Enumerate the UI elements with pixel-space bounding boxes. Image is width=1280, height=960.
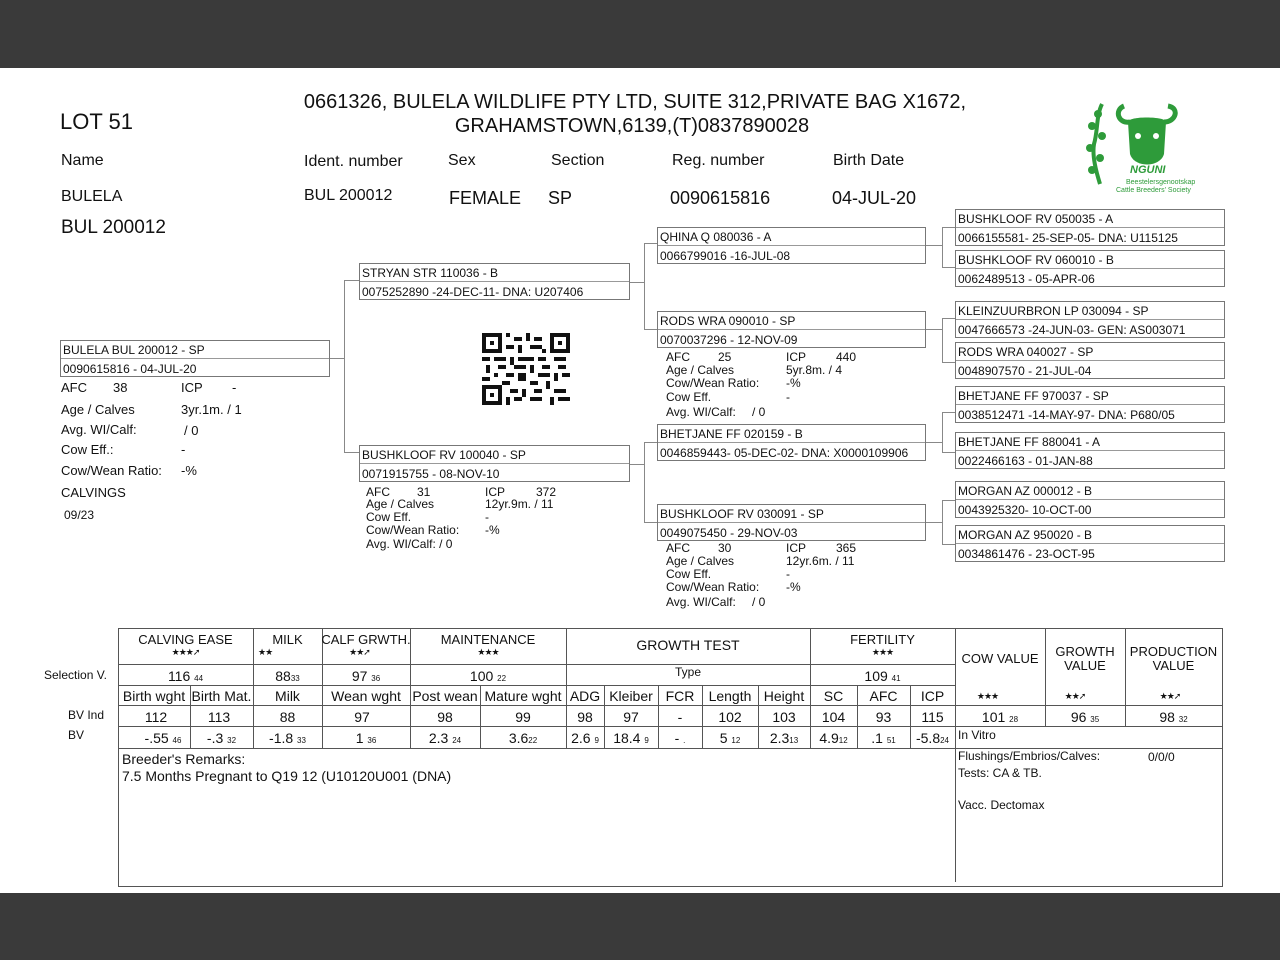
vacc-text: Vacc. Dectomax (958, 798, 1045, 812)
gp4-afc-label: AFC (666, 541, 690, 555)
subject-wean: -% (181, 463, 197, 478)
great-grandparent-reg: 0022466163 - 01-JAN-88 (958, 454, 1093, 468)
col-header: AFC (869, 688, 898, 704)
dam-icp: 372 (536, 485, 557, 499)
connector (644, 522, 658, 523)
subject-cow: - (181, 442, 186, 457)
maintenance-stars: ★★★ (477, 647, 499, 657)
grandparent-id: BUSHKLOOF RV 030091 - SP (660, 507, 824, 521)
bv-ind-value: 98 (437, 709, 453, 725)
flushings-value: 0/0/0 (1148, 750, 1175, 764)
animal-birth: 04-JUL-20 (832, 188, 917, 208)
subject-wi: / 0 (184, 423, 199, 438)
bv-ind-value: 104 (821, 709, 846, 725)
dam-age: 12yr.9m. / 11 (485, 497, 554, 511)
great-grandparent-id: BUSHKLOOF RV 050035 - A (958, 212, 1114, 226)
great-grandparent-box (955, 342, 1225, 379)
gp4-cow-label: Cow Eff. (666, 567, 712, 581)
milk-stars: ★★ (258, 647, 273, 657)
great-grandparent-id: MORGAN AZ 950020 - B (958, 528, 1093, 542)
bv-ind-value: 113 (207, 709, 231, 725)
great-grandparent-id: BHETJANE FF 880041 - A (958, 435, 1101, 449)
connector (926, 442, 942, 443)
bv-value: 3.622 (508, 730, 538, 746)
bv-value: 18.4 9 (613, 730, 649, 746)
subject-wi-label: Avg. WI/Calf: (61, 422, 137, 437)
great-grandparent-id: KLEINZUURBRON LP 030094 - SP (958, 304, 1149, 318)
connector (644, 442, 658, 443)
grandparent-box (657, 227, 926, 264)
label-section: Section (551, 152, 605, 169)
gp4-wean: -% (786, 580, 801, 594)
dam-cow-label: Cow Eff. (366, 510, 412, 524)
col-header: Post wean (412, 688, 478, 704)
production-value-header-2: VALUE (1152, 658, 1195, 673)
bv-value: -1.8 33 (269, 730, 306, 746)
col-header: Milk (275, 688, 300, 704)
growth-value-stars: ★★➚ (1064, 691, 1086, 701)
bv-ind-value: - (677, 709, 683, 725)
sel-fert: 109 41 (864, 668, 901, 684)
gp4-icp: 365 (836, 541, 857, 555)
flushings-label: Flushings/Embrios/Calves: (958, 749, 1101, 763)
fertility-stars: ★★★ (871, 647, 894, 657)
great-grandparent-box (955, 209, 1225, 246)
dam-afc-label: AFC (366, 485, 390, 499)
growth-value-header-1: GROWTH (1055, 644, 1115, 659)
maintenance-header: MAINTENANCE (440, 632, 536, 647)
bv-ind-value: 102 (718, 709, 742, 725)
gp2-wi: / 0 (752, 405, 766, 419)
grandparent-id: BHETJANE FF 020159 - B (660, 427, 803, 441)
great-grandparent-box (955, 386, 1225, 423)
gp2-wean-label: Cow/Wean Ratio: (666, 376, 760, 390)
great-grandparent-reg: 0062489513 - 05-APR-06 (958, 272, 1095, 286)
animal-name-2: BUL 200012 (61, 217, 166, 238)
connector (942, 318, 956, 319)
row-label-selection: Selection V. (44, 668, 107, 682)
subject-cow-label: Cow Eff.: (61, 442, 114, 457)
great-grandparent-box (955, 525, 1225, 562)
bv-value: 2.6 9 (571, 730, 599, 746)
calving-ease-header: CALVING EASE (138, 632, 233, 647)
cow-value-stars: ★★★ (976, 691, 999, 701)
dam-icp-label: ICP (485, 485, 506, 499)
col-header: Wean wght (331, 688, 401, 704)
bv-ind-value: 115 (921, 709, 944, 725)
connector (942, 452, 956, 453)
bv-value: 2.313 (769, 730, 799, 746)
pedigree-sheet (0, 68, 1280, 893)
sel-maint: 100 22 (469, 668, 507, 684)
grandparent-id: QHINA Q 080036 - A (660, 230, 772, 244)
logo-title: NGUNI (1130, 164, 1166, 176)
connector (344, 280, 360, 281)
great-grandparent-box (955, 301, 1225, 338)
bv-ind-value: 112 (144, 709, 168, 725)
animal-name: BULELA (61, 188, 123, 205)
great-grandparent-box (955, 432, 1225, 469)
growth-test-header: GROWTH TEST (636, 637, 740, 653)
connector (644, 442, 645, 522)
calvings-value: 09/23 (64, 508, 95, 522)
subject-box (60, 340, 330, 377)
calving-ease-stars: ★★★➚ (171, 647, 200, 657)
animal-sex: FEMALE (449, 188, 522, 208)
bv-value: .1 51 (871, 730, 896, 746)
connector (942, 362, 956, 363)
col-header: ICP (920, 688, 945, 704)
gp4-age: 12yr.6m. / 11 (786, 554, 855, 568)
sel-calf: 97 36 (351, 668, 381, 684)
sel-calving: 116 44 (167, 668, 204, 684)
connector (630, 464, 644, 465)
calf-growth-header: CALF GRWTH. (321, 632, 411, 647)
bv-value: -.3 32 (206, 730, 237, 746)
bv-ind-value: 88 (279, 709, 296, 725)
gp4-age-label: Age / Calves (666, 554, 735, 568)
great-grandparent-id: BHETJANE FF 970037 - SP (958, 389, 1109, 403)
great-grandparent-box (955, 481, 1225, 518)
bv-value: - . (674, 730, 686, 746)
subject-afc: 38 (113, 380, 128, 395)
subject-icp-label: ICP (181, 380, 203, 395)
connector (630, 282, 644, 283)
grandparent-reg: 0066799016 -16-JUL-08 (660, 249, 791, 263)
subject-afc-label: AFC (61, 380, 87, 395)
connector (926, 522, 942, 523)
bv-value: 1 36 (355, 730, 377, 746)
col-header: ADG (569, 688, 601, 704)
col-header: Length (708, 688, 752, 704)
connector (644, 243, 658, 244)
dam-wi: Avg. WI/Calf: / 0 (366, 537, 453, 551)
tests-text: Tests: CA & TB. (958, 766, 1042, 780)
great-grandparent-id: MORGAN AZ 000012 - B (958, 484, 1093, 498)
bv-value: 2.3 24 (428, 730, 462, 746)
production-value-header-1: PRODUCTION (1129, 644, 1218, 659)
calvings-label: CALVINGS (61, 485, 126, 500)
col-header: SC (823, 688, 844, 704)
connector (644, 329, 658, 330)
grandparent-box (657, 504, 926, 541)
cow-value-header: COW VALUE (961, 651, 1039, 666)
great-grandparent-reg: 0038512471 -14-MAY-97- DNA: P680/05 (958, 408, 1175, 422)
bv-ind-value: 98 (577, 709, 593, 725)
grandparent-box (657, 311, 926, 348)
milk-header: MILK (272, 632, 303, 647)
gp2-afc: 25 (718, 350, 732, 364)
dam-reg: 0071915755 - 08-NOV-10 (362, 467, 500, 481)
bv-value: 5 12 (719, 730, 741, 746)
sel-milk: 8833 (275, 668, 300, 684)
connector (942, 544, 956, 545)
qr-code (482, 332, 570, 406)
great-grandparent-reg: 0047666573 -24-JUN-03- GEN: AS003071 (958, 323, 1186, 337)
dam-age-label: Age / Calves (366, 497, 435, 511)
remarks-text: 7.5 Months Pregnant to Q19 12 (U10120U001 (DNA) (122, 768, 452, 784)
subject-wean-label: Cow/Wean Ratio: (61, 463, 162, 478)
bv-value: -5.824 (915, 730, 950, 746)
dam-id: BUSHKLOOF RV 100040 - SP (362, 448, 526, 462)
production-value: 98 32 (1159, 709, 1188, 725)
bv-ind-value: 99 (515, 709, 531, 725)
grandparent-reg: 0046859443- 05-DEC-02- DNA: X0000109906 (660, 446, 909, 460)
col-header: Birth Mat. (191, 688, 252, 704)
gp2-afc-label: AFC (666, 350, 690, 364)
in-vitro-label: In Vitro (958, 728, 996, 742)
great-grandparent-box (955, 250, 1225, 287)
gp4-wi: / 0 (752, 595, 766, 609)
grandparent-reg: 0070037296 - 12-NOV-09 (660, 333, 798, 347)
gp2-wean: -% (786, 376, 801, 390)
col-header: Kleiber (609, 688, 653, 704)
gp4-cow: - (786, 567, 790, 581)
gp4-wean-label: Cow/Wean Ratio: (666, 580, 760, 594)
sire-box (359, 263, 630, 300)
connector (942, 227, 956, 228)
great-grandparent-id: BUSHKLOOF RV 060010 - B (958, 253, 1114, 267)
remarks-title: Breeder's Remarks: (122, 751, 246, 767)
gp2-icp-label: ICP (786, 350, 807, 364)
subject-age: 3yr.1m. / 1 (181, 402, 242, 417)
gp2-cow-label: Cow Eff. (666, 390, 712, 404)
connector (330, 358, 344, 359)
label-sex: Sex (448, 152, 476, 169)
label-ident: Ident. number (304, 153, 403, 170)
bottom-dark-band (0, 893, 1280, 960)
col-header: Mature wght (484, 688, 562, 704)
sire-id: STRYAN STR 110036 - B (362, 266, 499, 280)
logo-sub-1: Beestelersgenootskap (1126, 179, 1196, 186)
connector (942, 500, 956, 501)
great-grandparent-reg: 0048907570 - 21-JUL-04 (958, 364, 1092, 378)
gp4-icp-label: ICP (786, 541, 807, 555)
growth-value-header-2: VALUE (1064, 658, 1106, 673)
label-name: Name (61, 152, 104, 169)
subject-reg: 0090615816 - 04-JUL-20 (63, 362, 197, 376)
grandparent-reg: 0049075450 - 29-NOV-03 (660, 526, 798, 540)
bv-value: -.55 46 (144, 730, 182, 746)
gp4-wi-label: Avg. WI/Calf: (666, 595, 736, 609)
col-header: FCR (665, 688, 695, 704)
dam-wean: -% (485, 523, 500, 537)
connector (926, 245, 942, 246)
subject-icp: - (232, 380, 237, 395)
col-header: Birth wght (122, 688, 186, 704)
dam-box (359, 445, 630, 482)
bv-value: 4.912 (819, 730, 848, 746)
connector (344, 452, 360, 453)
connector (644, 243, 645, 329)
label-birth: Birth Date (833, 152, 905, 169)
great-grandparent-reg: 0034861476 - 23-OCT-95 (958, 547, 1095, 561)
growth-value: 96 35 (1070, 709, 1100, 725)
great-grandparent-reg: 0043925320- 10-OCT-00 (958, 503, 1092, 517)
bv-ind-value: 103 (772, 709, 796, 725)
gp2-age-label: Age / Calves (666, 363, 735, 377)
row-label-bv-ind: BV Ind (68, 708, 105, 722)
connector (942, 500, 943, 544)
owner-line-1: 0661326, BULELA WILDLIFE PTY LTD, SUITE 312,PRIVATE BAG X1672, (303, 91, 967, 113)
animal-section: SP (548, 188, 573, 208)
col-header: Height (763, 688, 805, 704)
great-grandparent-id: RODS WRA 040027 - SP (958, 345, 1094, 359)
connector (926, 329, 942, 330)
subject-id: BULELA BUL 200012 - SP (63, 343, 205, 357)
label-reg: Reg. number (672, 152, 765, 169)
gp2-icp: 440 (836, 350, 857, 364)
dam-cow: - (485, 510, 489, 524)
calf-growth-stars: ★★➚ (349, 647, 370, 657)
logo-sub-2: Cattle Breeders' Society (1116, 187, 1191, 194)
subject-age-label: Age / Calves (61, 402, 135, 417)
great-grandparent-reg: 0066155581- 25-SEP-05- DNA: U115125 (958, 231, 1178, 245)
gp2-cow: - (786, 390, 790, 404)
animal-ident: BUL 200012 (304, 187, 393, 204)
growth-type-label: Type (674, 665, 701, 679)
gp2-wi-label: Avg. WI/Calf: (666, 405, 736, 419)
gp4-afc: 30 (718, 541, 732, 555)
connector (942, 412, 943, 452)
connector (942, 412, 956, 413)
sire-reg: 0075252890 -24-DEC-11- DNA: U207406 (362, 285, 584, 299)
top-dark-band (0, 0, 1280, 68)
bv-ind-value: 97 (623, 709, 639, 725)
connector (942, 227, 943, 267)
bv-ind-value: 97 (354, 709, 370, 725)
connector (942, 318, 943, 362)
row-label-bv: BV (68, 728, 85, 742)
cow-value: 101 28 (981, 709, 1019, 725)
dam-wean-label: Cow/Wean Ratio: (366, 523, 460, 537)
grandparent-box (657, 424, 926, 461)
lot-number: LOT 51 (60, 109, 133, 134)
dam-afc: 31 (417, 485, 431, 499)
animal-reg: 0090615816 (670, 188, 771, 208)
owner-line-2: GRAHAMSTOWN,6139,(T)0837890028 (454, 115, 810, 137)
grandparent-id: RODS WRA 090010 - SP (660, 314, 796, 328)
gp2-age: 5yr.8m. / 4 (786, 363, 843, 377)
bv-ind-value: 93 (875, 709, 892, 725)
production-value-stars: ★★➚ (1159, 691, 1181, 701)
connector (344, 280, 345, 452)
connector (942, 267, 956, 268)
fertility-header: FERTILITY (850, 632, 915, 647)
